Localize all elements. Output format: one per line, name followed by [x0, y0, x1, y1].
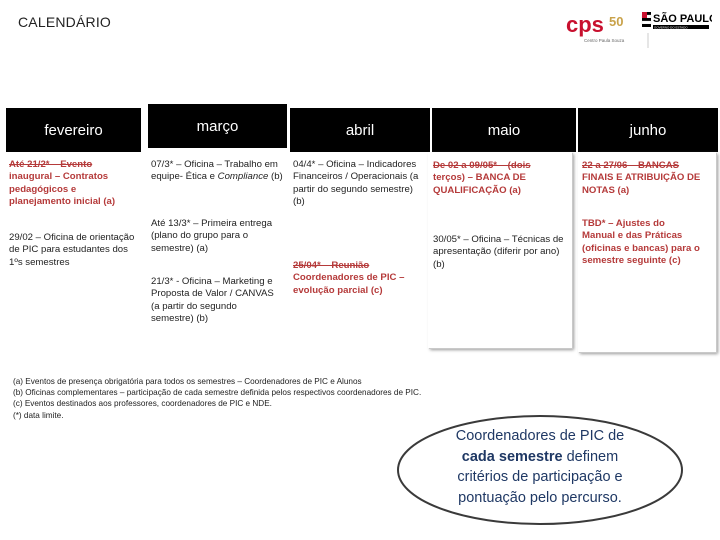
month-header-fevereiro: fevereiro	[6, 108, 141, 152]
event-marco-1-text: 07/3* – Oficina – Trabalho em equipe- Ética e	[151, 159, 278, 183]
event-fev-1-line1: Até 21/2* – Evento	[9, 159, 93, 170]
event-marco-2: Até 13/3* – Primeira entrega (plano do grupo para o semestre) (a)	[151, 218, 273, 254]
event-junho-2-line4: semestre seguinte (c)	[582, 254, 681, 266]
column-abril	[288, 152, 428, 348]
event-junho-1-line2: FINAIS E ATRIBUIÇÃO DE	[582, 172, 701, 184]
callout-line2-rest: definem	[562, 448, 619, 465]
event-abril-2-line1: 25/04* – Reunião	[293, 260, 370, 271]
callout-text	[408, 426, 672, 508]
sp-caption: GOVERNO DO ESTADO	[654, 25, 688, 30]
cps-50-text: 50	[609, 14, 624, 29]
callout-line1: Coordenadores de PIC de	[455, 428, 625, 444]
cps-logo-text: cps	[566, 12, 604, 37]
event-fev-1-line3: pedagógicos e	[9, 183, 77, 195]
month-header-marco: março	[148, 104, 287, 148]
page-title: CALENDÁRIO	[18, 14, 112, 30]
event-junho-2-line1: TBD* – Ajustes do	[582, 218, 665, 229]
event-abril-2-line2: Coordenadores de PIC –	[293, 272, 405, 284]
event-maio-1-line3: QUALIFICAÇÃO (a)	[433, 184, 521, 196]
event-junho-2	[582, 218, 714, 267]
callout-line4: pontuação pelo percurso.	[458, 489, 622, 506]
event-marco-1-italic: Compliance	[217, 171, 269, 183]
event-marco-1	[151, 159, 283, 184]
event-maio-1-line2: terços) – BANCA DE	[433, 172, 526, 184]
month-header-junho: junho	[578, 108, 718, 152]
callout-line3: critérios de participação e	[457, 469, 623, 485]
event-junho-1-line3: NOTAS (a)	[582, 184, 630, 196]
event-abril-2-line3: evolução parcial (c)	[293, 284, 383, 296]
footnote-b: (b) Oficinas complementares – participação de cada semestre definida pelos respectivos coordenadores de PIC.	[13, 388, 422, 398]
event-fev-1-line2: inaugural – Contratos	[9, 171, 109, 183]
month-header-abril: abril	[290, 108, 430, 152]
event-fevereiro-1	[9, 159, 141, 208]
cps-caption: Centro Paula Souza	[584, 38, 625, 43]
column-junho	[578, 152, 716, 352]
event-maio-1	[433, 160, 569, 197]
event-fevereiro-2: 29/02 – Oficina de orientação de PIC para estudantes dos 1ºs semestres	[9, 232, 135, 268]
footnotes	[13, 376, 421, 421]
logos	[564, 6, 712, 52]
event-junho-2-line2: Manual e das Práticas	[582, 230, 683, 242]
event-junho-1	[582, 160, 714, 197]
event-maio-2: 30/05* – Oficina – Técnicas de apresentação (diferir por ano) (b)	[433, 234, 564, 270]
footnote-d: (*) data limite.	[13, 410, 64, 420]
month-header-maio: maio	[432, 108, 576, 152]
event-junho-1-line1: 22 a 27/06 – BANCAS	[582, 160, 680, 171]
callout-line2-bold: cada semestre	[461, 448, 563, 465]
sp-flag-icon	[642, 12, 651, 27]
column-maio	[428, 152, 572, 348]
event-fev-1-line4: planejamento inicial (a)	[9, 195, 116, 207]
event-junho-2-line3: (oficinas e bancas) para o	[582, 242, 700, 254]
footnote-a: (a) Eventos de presença obrigatória para todos os semestres – Coordenadores de PIC e Alunos	[13, 377, 362, 386]
event-abril-1: 04/4* – Oficina – Indicadores Financeiros / Operacionais (a partir do segundo semestre) (b)	[293, 159, 419, 207]
event-abril-2	[293, 260, 425, 297]
event-maio-1-line1: De 02 a 09/05* – (dois	[433, 160, 531, 171]
event-marco-1-suffix: (b)	[268, 171, 283, 183]
event-marco-3: 21/3* - Oficina – Marketing e Proposta de Valor / CANVAS (a partir do segundo semestre) (b)	[151, 276, 274, 324]
footnote-c: (c) Eventos destinados aos professores, coordenadores de PIC e NDE.	[13, 399, 272, 409]
sp-logo-text: SÃO PAULO	[653, 13, 712, 25]
cps-logo	[564, 6, 712, 52]
column-marco	[146, 152, 286, 352]
column-fevereiro	[6, 152, 142, 348]
